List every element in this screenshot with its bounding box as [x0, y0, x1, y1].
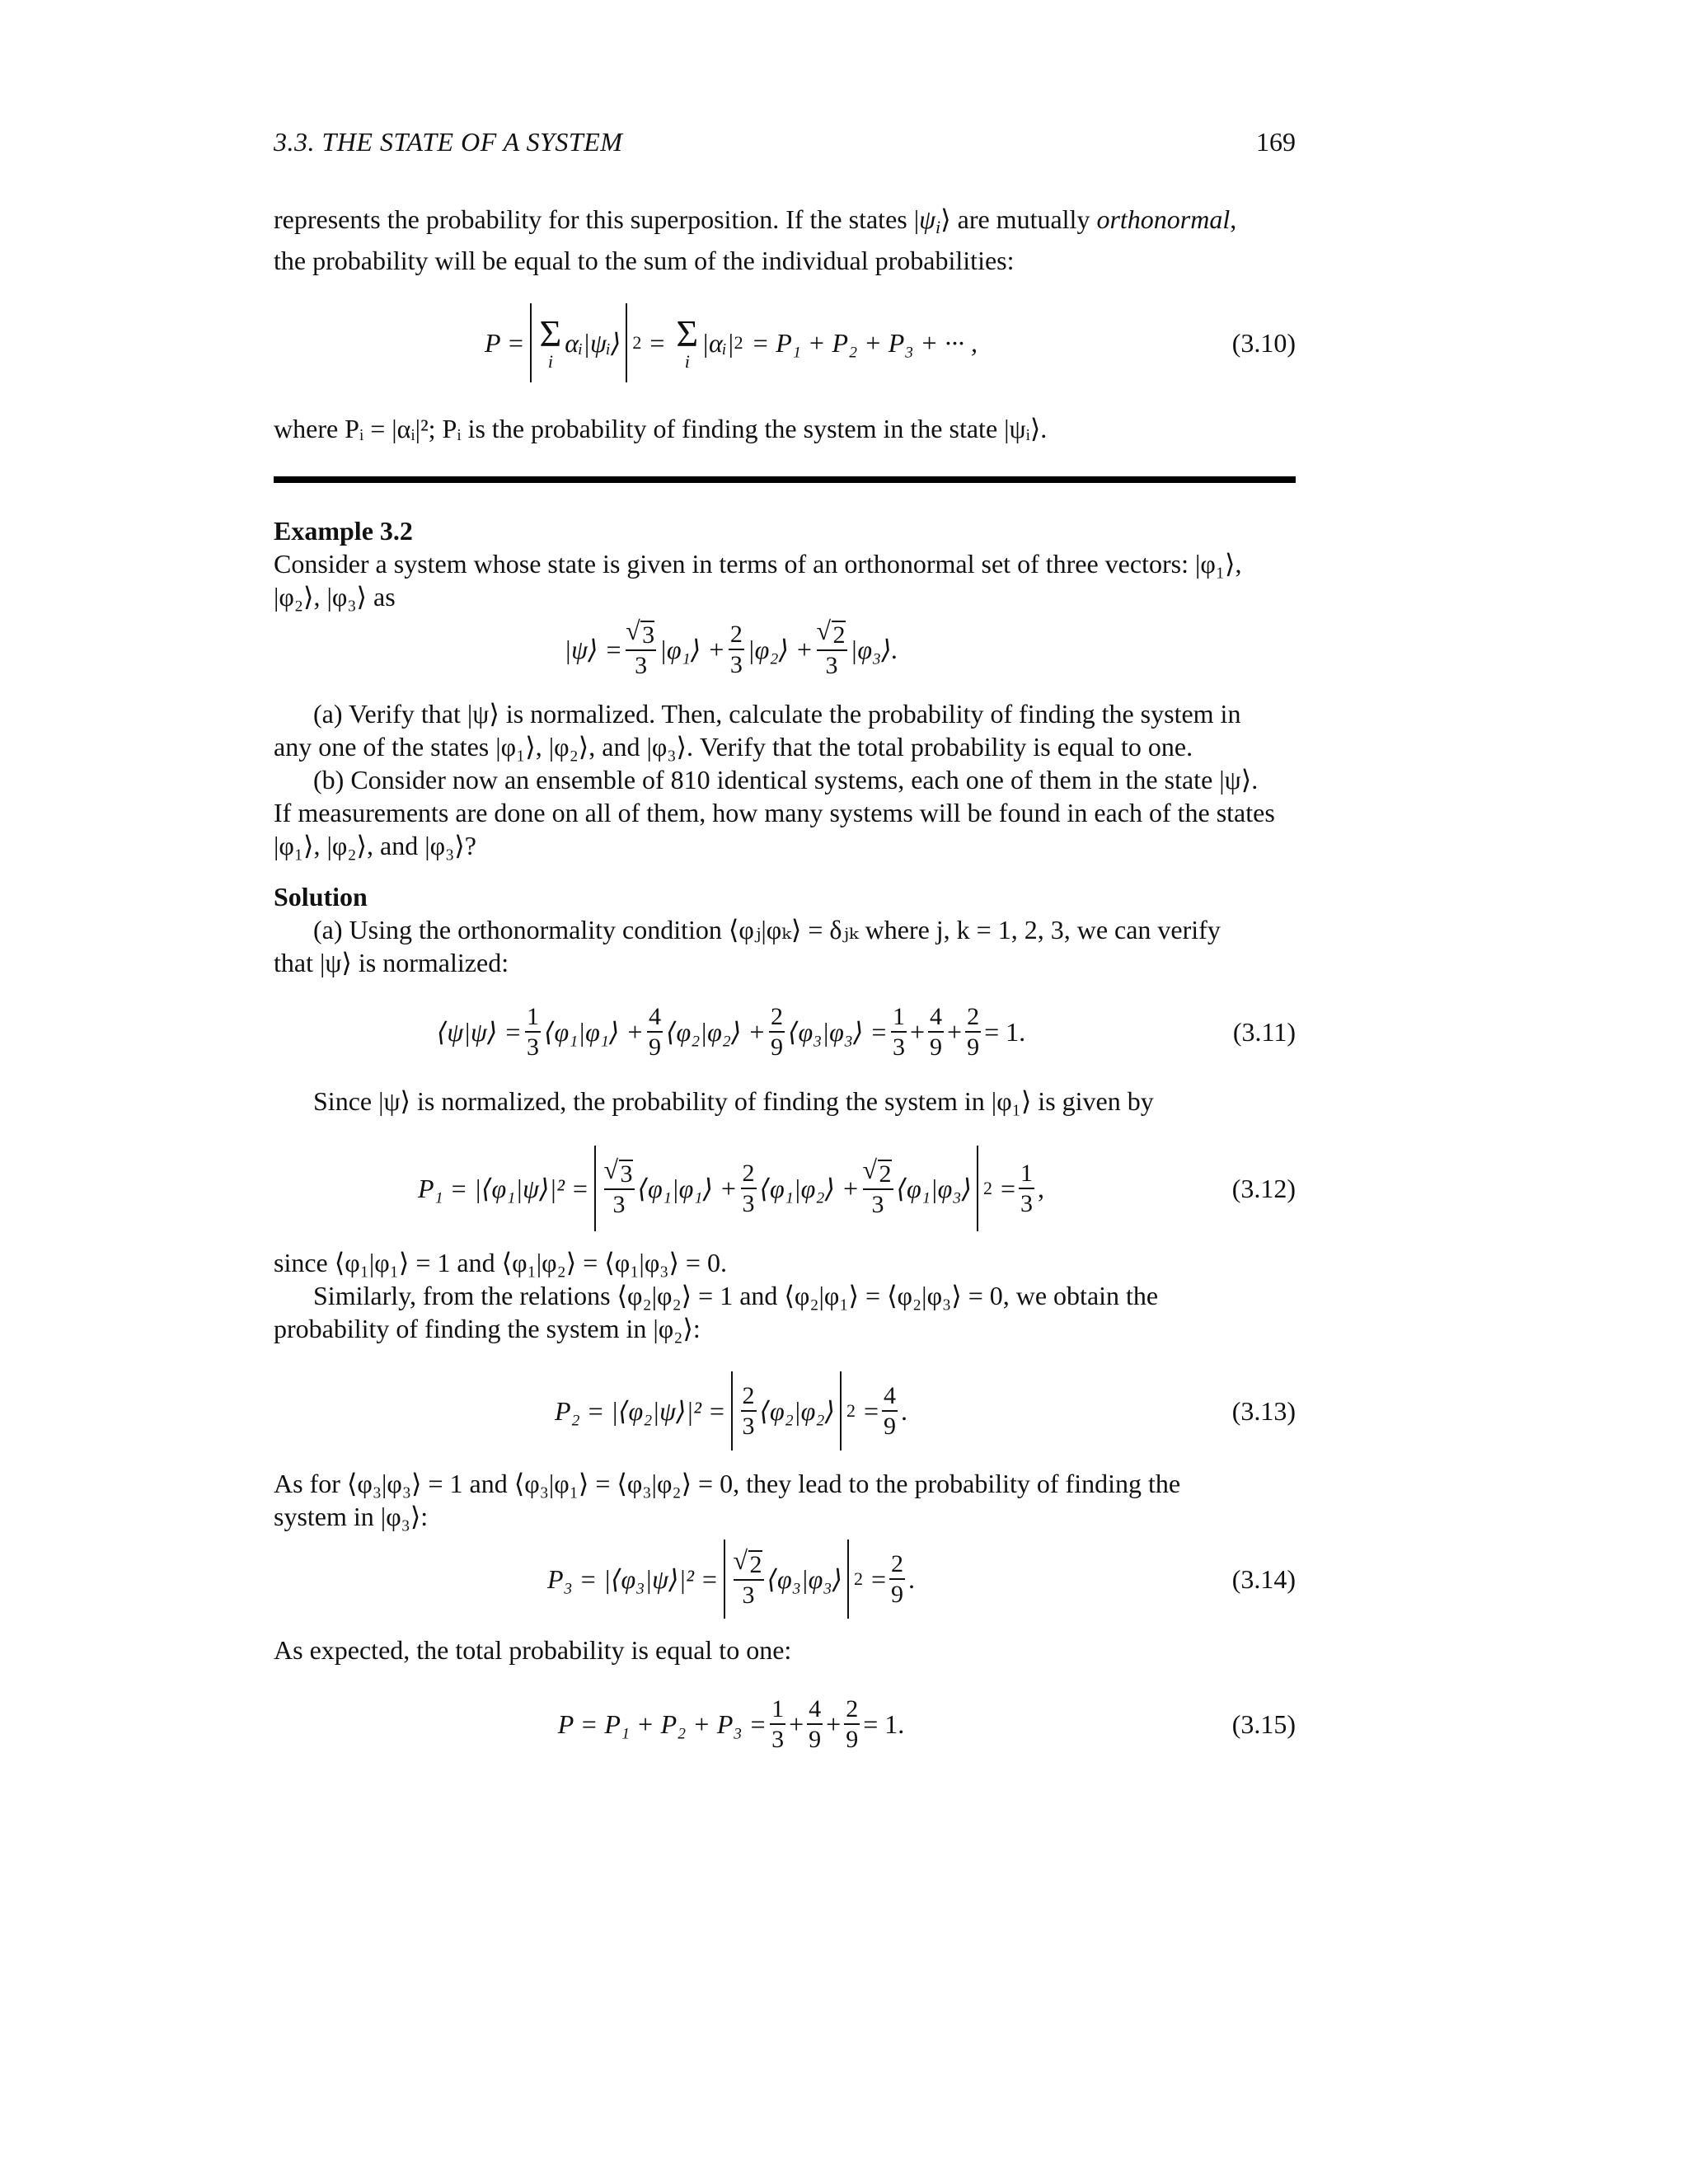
- equation-number: (3.12): [1231, 1174, 1296, 1203]
- question-b-line-1: (b) Consider now an ensemble of 810 identical systems, each one of them in the state |ψ⟩.: [313, 765, 1259, 794]
- equation-number: (3.15): [1231, 1709, 1296, 1739]
- solution-a-line-2: that |ψ⟩ is normalized:: [274, 948, 509, 977]
- page: [274, 0, 1296, 2184]
- equation-3-13: [274, 1365, 1296, 1457]
- similarly-line-2: probability of finding the system in |φ₂⟩:: [274, 1314, 701, 1343]
- equation-body: ⟨ψ|ψ⟩ = $\frac{1}{3}$ ⟨φ₁|φ₁⟩ + $\frac{4}{9}$ ⟨φ₂|φ₂⟩ + $\frac{2}{9}$ ⟨φ₃|φ₃⟩ = $\frac{1}{3}$ + $\frac{4}{9}$ + $\frac{2}{9}$ = 1.: [436, 1002, 1026, 1061]
- section-divider: [274, 476, 1296, 483]
- equation-number: (3.13): [1231, 1396, 1296, 1426]
- summation-symbol: Σ i: [676, 312, 699, 372]
- page-number: 169: [1256, 127, 1296, 157]
- equation-3-14: [274, 1533, 1296, 1625]
- example-line-2: |φ₂⟩, |φ₃⟩ as: [274, 582, 396, 612]
- equation-body: P = Σ i αᵢ|ψᵢ⟩ 2 = Σ i |αᵢ| 2 = P₁ + P₂ + P₃ + ··· ,: [274, 303, 1189, 382]
- solution-block: [274, 880, 1296, 979]
- intro-paragraph: [274, 203, 1296, 277]
- running-header: [274, 125, 1296, 158]
- intro-line-2: the probability will be equal to the sum of the individual probabilities:: [274, 246, 1015, 275]
- equation-body: |ψ⟩ = √ $\frac{3}{3}$ |φ₁⟩ + $\frac{2}{3}$ |φ₂⟩ + √ $\frac{2}{3}$ |φ₃⟩.: [274, 621, 1189, 679]
- expected-line: As expected, the total probability is equal to one:: [274, 1635, 792, 1665]
- where-line: where Pᵢ = |αᵢ|²; Pᵢ is the probability of finding the system in the state |ψᵢ⟩.: [274, 414, 1048, 443]
- since-normalized-line: Since |ψ⟩ is normalized, the probability of finding the system in |φ₁⟩ is given by: [313, 1086, 1154, 1116]
- solution-a-line-1: (a) Using the orthonormality condition ⟨φⱼ|φₖ⟩ = δⱼₖ where j, k = 1, 2, 3, we can verify: [313, 915, 1221, 944]
- as-for-line-2: system in |φ₃⟩:: [274, 1502, 429, 1531]
- equation-body: P₂ = |⟨φ₂|ψ⟩|² = $\frac{2}{3}$ ⟨φ₂|φ₂⟩ 2 = $\frac{4}{9}$ .: [274, 1371, 1189, 1451]
- similarly-line-1: Similarly, from the relations ⟨φ₂|φ₂⟩ = 1 and ⟨φ₂|φ₁⟩ = ⟨φ₂|φ₃⟩ = 0, we obtain the: [313, 1281, 1159, 1310]
- similarly-paragraph: [274, 1279, 1296, 1345]
- equation-number: (3.10): [1231, 328, 1296, 358]
- equation-3-11: [274, 986, 1296, 1078]
- equation-body: P = P₁ + P₂ + P₃ = $\frac{1}{3}$ + $\frac{4}{9}$ + $\frac{2}{9}$ = 1.: [557, 1694, 905, 1753]
- equation-number: (3.14): [1231, 1564, 1296, 1594]
- question-b-line-2: If measurements are done on all of them, how many systems will be found in each of the states: [274, 798, 1275, 827]
- since-line: since ⟨φ₁|φ₁⟩ = 1 and ⟨φ₁|φ₂⟩ = ⟨φ₁|φ₃⟩ = 0.: [274, 1248, 727, 1277]
- question-a-line-2: any one of the states |φ₁⟩, |φ₂⟩, and |φ₃⟩. Verify that the total probability is equal to one.: [274, 732, 1193, 762]
- as-for-line-1: As for ⟨φ₃|φ₃⟩ = 1 and ⟨φ₃|φ₁⟩ = ⟨φ₃|φ₂⟩ = 0, they lead to the probability of finding the: [274, 1469, 1181, 1498]
- equation-3-15: [274, 1678, 1296, 1770]
- equation-3-10: [274, 297, 1296, 389]
- equation-body: P₁ = |⟨φ₁|ψ⟩|² = √ $\frac{3}{3}$ ⟨φ₁|φ₁⟩ + $\frac{2}{3}$ ⟨φ₁|φ₂⟩ + √ $\frac{2}{3}$ ⟨φ₁|φ₃⟩ 2 = $\frac{1}{3}$ ,: [274, 1146, 1189, 1231]
- equation-body: P₃ = |⟨φ₃|ψ⟩|² = √ $\frac{2}{3}$ ⟨φ₃|φ₃⟩ 2 = $\frac{2}{9}$ .: [274, 1540, 1189, 1619]
- example-questions: [274, 697, 1296, 862]
- example-title: Example 3.2: [274, 516, 413, 546]
- question-a-line-1: (a) Verify that |ψ⟩ is normalized. Then, calculate the probability of finding the system in: [313, 699, 1241, 729]
- equation-3-12: [274, 1137, 1296, 1240]
- summation-symbol: Σ i: [539, 312, 562, 372]
- example-block: [274, 514, 1296, 613]
- running-title: 3.3. THE STATE OF A SYSTEM: [274, 127, 623, 157]
- intro-line-1: represents the probability for this superposition. If the states $|\psi_i⟩$ are mutually orthonormal,: [274, 204, 1237, 237]
- state-equation: [274, 608, 1296, 691]
- solution-title: Solution: [274, 882, 368, 912]
- as-for-paragraph: [274, 1467, 1296, 1533]
- question-b-line-3: |φ₁⟩, |φ₂⟩, and |φ₃⟩?: [274, 831, 476, 860]
- example-line-1: Consider a system whose state is given in terms of an orthonormal set of three vectors: |φ₁⟩,: [274, 549, 1242, 579]
- equation-number: (3.11): [1232, 1017, 1296, 1047]
